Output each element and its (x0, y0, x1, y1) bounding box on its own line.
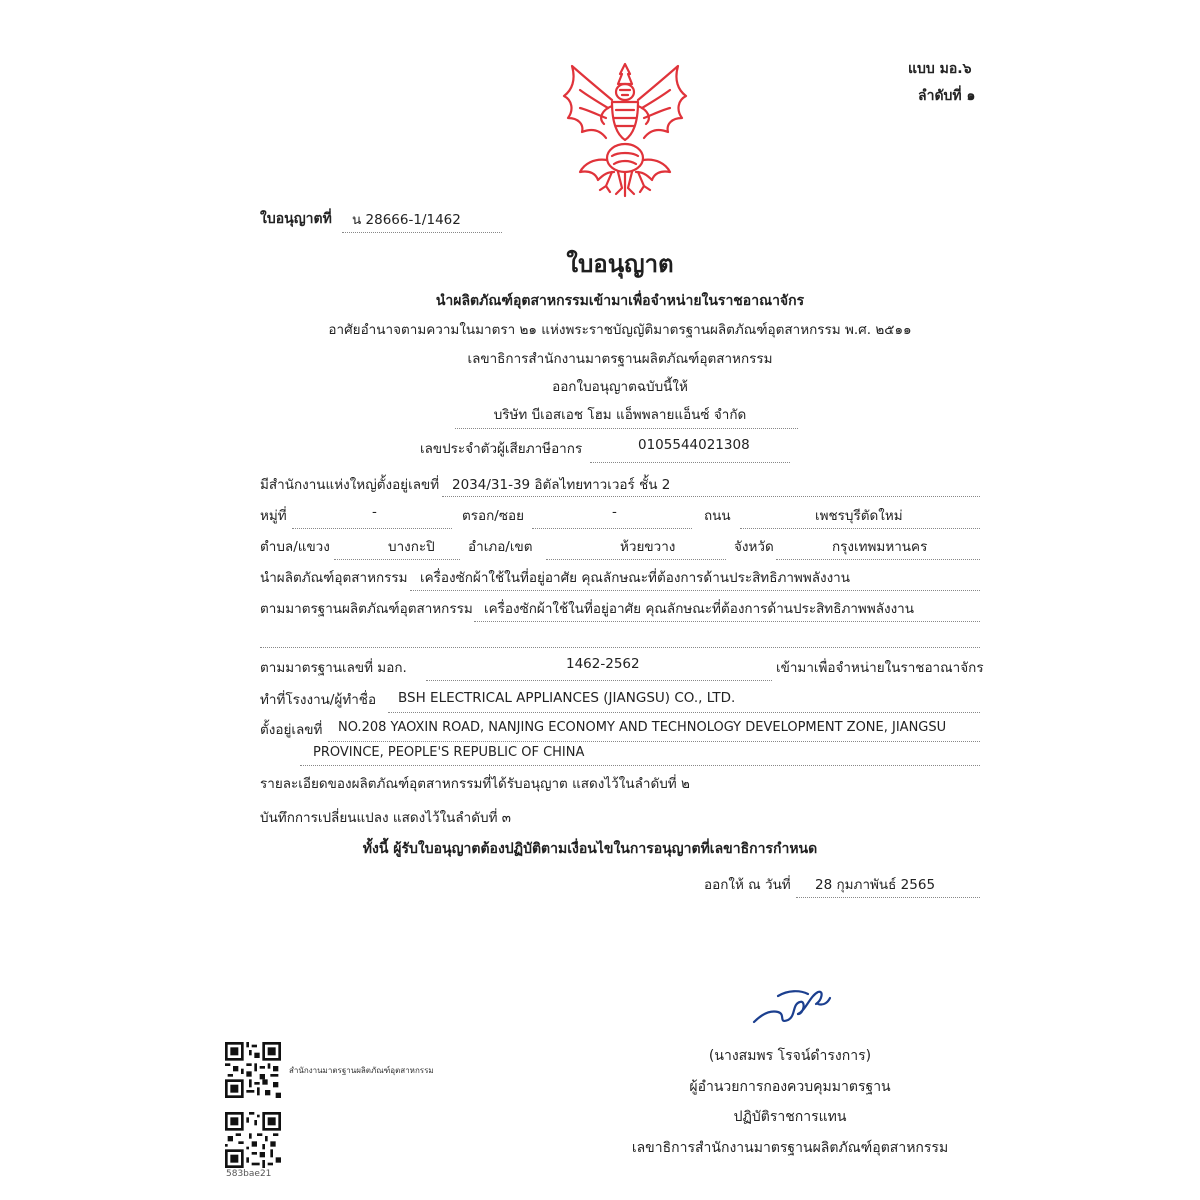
district-label: อำเภอ/เขต (468, 539, 533, 555)
moo-underline (292, 528, 452, 529)
tax-id-value: 0105544021308 (638, 437, 750, 453)
factory-address-line1: NO.208 YAOXIN ROAD, NANJING ECONOMY AND TECHNOLOGY DEVELOPMENT ZONE, JIANGSU (338, 720, 947, 735)
district-value: ห้วยขวาง (620, 539, 676, 555)
qr-code-icon (225, 1112, 281, 1168)
form-sequence: ลำดับที่ ๑ (918, 88, 976, 104)
standard-no-value: 1462-2562 (566, 656, 640, 672)
subdistrict-label: ตำบล/แขวง (260, 539, 330, 555)
hq-value: 2034/31-39 อิตัลไทยทาวเวอร์ ชั้น 2 (452, 477, 671, 493)
tax-id-label: เลขประจำตัวผู้เสียภาษีอากร (420, 441, 583, 457)
moo-value: - (372, 504, 377, 520)
province-underline (776, 559, 980, 560)
factory-address-underline-1 (328, 741, 980, 742)
standard-underline (474, 621, 980, 622)
form-code: แบบ มอ.๖ (908, 61, 972, 77)
subdistrict-underline (334, 559, 460, 560)
signatory-acting: ปฏิบัติราชการแทน (733, 1109, 847, 1125)
factory-value: BSH ELECTRICAL APPLIANCES (JIANGSU) CO., LTD. (398, 690, 736, 706)
issuer-line: เลขาธิการสำนักงานมาตรฐานผลิตภัณฑ์อุตสาหกรรม (467, 351, 773, 367)
soi-value: - (612, 504, 617, 520)
condition-line: ทั้งนี้ ผู้รับใบอนุญาตต้องปฏิบัติตามเงื่อนไขในการอนุญาตที่เลขาธิการกำหนด (362, 841, 818, 857)
qr-caption: สำนักงานมาตรฐานผลิตภัณฑ์อุตสาหกรรม (289, 1066, 434, 1075)
signatory-on-behalf: เลขาธิการสำนักงานมาตรฐานผลิตภัณฑ์อุตสาหกรรม (631, 1140, 949, 1156)
road-label: ถนน (704, 508, 731, 524)
issued-date: 28 กุมภาพันธ์ 2565 (815, 877, 936, 893)
soi-label: ตรอก/ซอย (462, 508, 525, 524)
moo-label: หมู่ที่ (260, 508, 287, 524)
factory-address-label: ตั้งอยู่เลขที่ (260, 722, 323, 738)
road-value: เพชรบุรีตัดใหม่ (815, 508, 903, 524)
tax-id-underline (590, 462, 790, 463)
issued-label: ออกให้ ณ วันที่ (704, 877, 791, 893)
hq-label: มีสำนักงานแห่งใหญ่ตั้งอยู่เลขที่ (260, 477, 440, 493)
company-underline (455, 428, 798, 429)
district-underline (546, 559, 726, 560)
factory-underline (388, 712, 980, 713)
product-value: เครื่องซักผ้าใช้ในที่อยู่อาศัย คุณลักษณะที่ต้องการด้านประสิทธิภาพพลังงาน (420, 570, 850, 586)
changes-line: บันทึกการเปลี่ยนแปลง แสดงไว้ในลำดับที่ ๓ (260, 810, 511, 826)
product-label: นำผลิตภัณฑ์อุตสาหกรรม (260, 570, 408, 586)
qr-code-text: 583bae21 (226, 1169, 272, 1179)
qr-code-icon (225, 1042, 281, 1098)
issue-line: ออกใบอนุญาตฉบับนี้ให้ (552, 379, 688, 395)
soi-underline (532, 528, 692, 529)
province-value: กรุงเทพมหานคร (832, 539, 928, 555)
standard-value: เครื่องซักผ้าใช้ในที่อยู่อาศัย คุณลักษณะที่ต้องการด้านประสิทธิภาพพลังงาน (484, 601, 914, 617)
license-no-label: ใบอนุญาตที่ (260, 211, 332, 227)
company-name: บริษัท บีเอสเอช โฮม แอ็พพลายแอ็นซ์ จำกัด (493, 407, 747, 423)
signatory-name: (นางสมพร โรจน์ดำรงการ) (708, 1048, 872, 1064)
issued-date-underline (796, 897, 980, 898)
factory-address-line2: PROVINCE, PEOPLE'S REPUBLIC OF CHINA (313, 745, 585, 760)
signature-icon (748, 984, 838, 1030)
standard-label: ตามมาตรฐานผลิตภัณฑ์อุตสาหกรรม (260, 601, 473, 617)
standard-no-suffix: เข้ามาเพื่อจำหน่ายในราชอาณาจักร (776, 660, 984, 676)
license-no-value: น 28666-1/1462 (352, 212, 461, 228)
page-title: ใบอนุญาต (566, 250, 674, 278)
factory-label: ทำที่โรงงาน/ผู้ทำชื่อ (260, 692, 377, 708)
standard-underline-2 (260, 647, 980, 648)
license-no-underline (342, 232, 502, 233)
product-underline (410, 590, 980, 591)
standard-no-label: ตามมาตรฐานเลขที่ มอก. (260, 660, 407, 676)
hq-underline (442, 496, 980, 497)
road-underline (740, 528, 980, 529)
factory-address-underline-2 (300, 765, 980, 766)
province-label: จังหวัด (734, 539, 774, 555)
subdistrict-value: บางกะปิ (388, 539, 435, 555)
standard-no-underline (426, 680, 772, 681)
signatory-position: ผู้อำนวยการกองควบคุมมาตรฐาน (689, 1079, 891, 1095)
authority-line: อาศัยอำนาจตามความในมาตรา ๒๑ แห่งพระราชบัญญัติมาตรฐานผลิตภัณฑ์อุตสาหกรรม พ.ศ. ๒๕๑๑ (328, 322, 912, 338)
details-line: รายละเอียดของผลิตภัณฑ์อุตสาหกรรมที่ได้รับอนุญาต แสดงไว้ในลำดับที่ ๒ (260, 776, 690, 792)
page-subtitle: นำผลิตภัณฑ์อุตสาหกรรมเข้ามาเพื่อจำหน่ายในราชอาณาจักร (435, 293, 805, 309)
garuda-emblem-icon (550, 60, 700, 200)
